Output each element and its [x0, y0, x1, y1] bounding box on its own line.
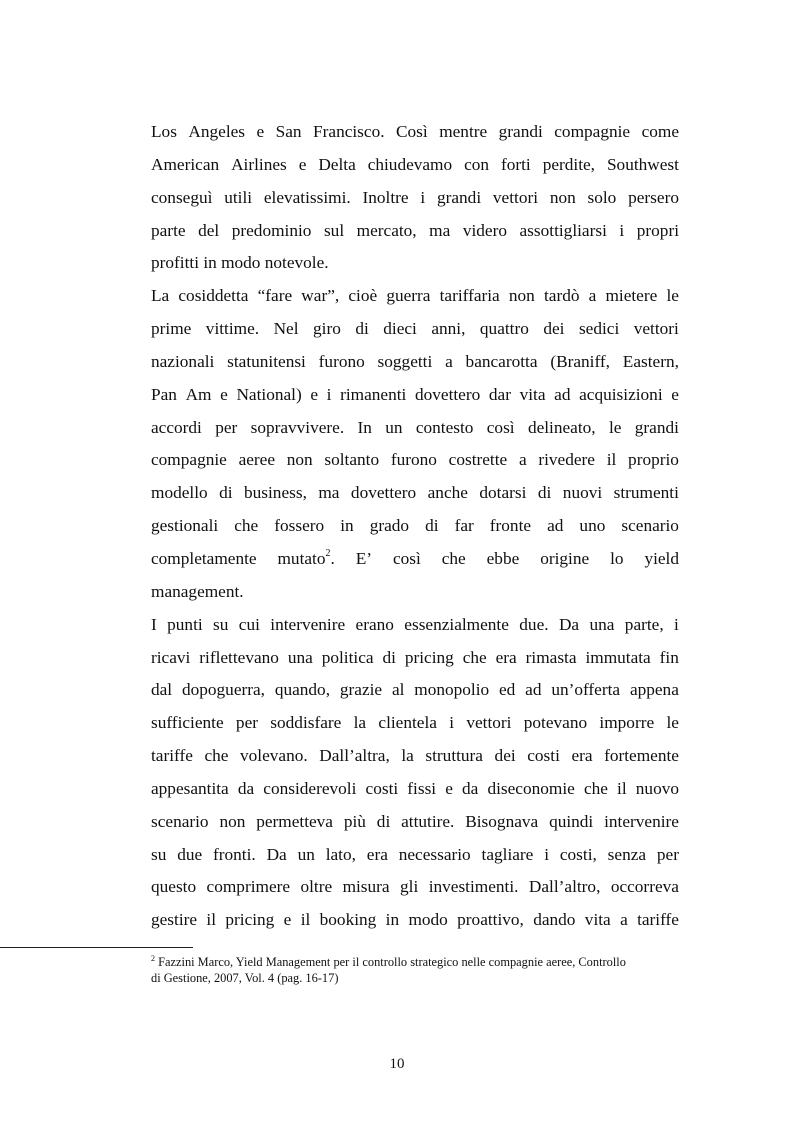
- body-line: modello di business, ma dovettero anche dotarsi di nuovi strumenti: [151, 483, 679, 503]
- body-line: scenario non permetteva più di attutire. Bisognava quindi intervenire: [151, 811, 679, 831]
- footnote-reference: 2: [325, 547, 331, 559]
- body-line: Pan Am e National) e i rimanenti dovettero dar vita ad acquisizioni e: [151, 384, 679, 404]
- body-line: gestire il pricing e il booking in modo proattivo, dando vita a tariffe: [151, 910, 679, 930]
- body-line: management.: [151, 581, 244, 601]
- body-line: accordi per sopravvivere. In un contesto così delineato, le grandi: [151, 417, 679, 437]
- body-line: nazionali statunitensi furono soggetti a bancarotta (Braniff, Eastern,: [151, 351, 679, 371]
- footnote-separator: [0, 947, 193, 948]
- body-line: su due fronti. Da un lato, era necessario tagliare i costi, senza per: [151, 844, 679, 864]
- body-line: compagnie aeree non soltanto furono costrette a rivedere il proprio: [151, 450, 679, 470]
- footnote-line-2: di Gestione, 2007, Vol. 4 (pag. 16-17): [151, 971, 339, 985]
- body-line: ricavi riflettevano una politica di pricing che era rimasta immutata fin: [151, 647, 679, 667]
- body-line: completamente mutato$^2$. E’ così che ebbe origine lo yield: [151, 547, 679, 568]
- body-line: parte del predominio sul mercato, ma videro assottigliarsi i propri: [151, 220, 679, 240]
- body-line: dal dopoguerra, quando, grazie al monopolio ed ad un’offerta appena: [151, 680, 679, 700]
- body-line: Los Angeles e San Francisco. Così mentre grandi compagnie come: [151, 122, 679, 141]
- body-line: tariffe che volevano. Dall’altra, la struttura dei costi era fortemente: [151, 746, 679, 766]
- footnote-number: 2: [151, 954, 155, 963]
- footnote-line-1: [151, 954, 691, 970]
- body-line: appesantita da considerevoli costi fissi e da diseconomie che il nuovo: [151, 778, 679, 798]
- footnote-text-1: Fazzini Marco, Yield Management per il controllo strategico nelle compagnie aeree, Controllo: [158, 955, 626, 969]
- body-line: sufficiente per soddisfare la clientela i vettori potevano imporre le: [151, 713, 679, 733]
- body-line: American Airlines e Delta chiudevamo con forti perdite, Southwest: [151, 154, 679, 174]
- body-line: questo comprimere oltre misura gli investimenti. Dall’altro, occorreva: [151, 877, 679, 897]
- body-line: gestionali che fossero in grado di far fronte ad uno scenario: [151, 516, 679, 536]
- body-line: prime vittime. Nel giro di dieci anni, quattro dei sedici vettori: [151, 319, 679, 339]
- body-text: [151, 116, 679, 937]
- body-line: profitti in modo notevole.: [151, 253, 329, 273]
- body-line: conseguì utili elevatissimi. Inoltre i grandi vettori non solo persero: [151, 187, 679, 207]
- page-number: 10: [389, 1056, 405, 1072]
- body-line: La cosiddetta “fare war”, cioè guerra tariffaria non tardò a mietere le: [151, 286, 679, 306]
- footnote: [151, 954, 691, 986]
- body-line: I punti su cui intervenire erano essenzialmente due. Da una parte, i: [151, 614, 679, 634]
